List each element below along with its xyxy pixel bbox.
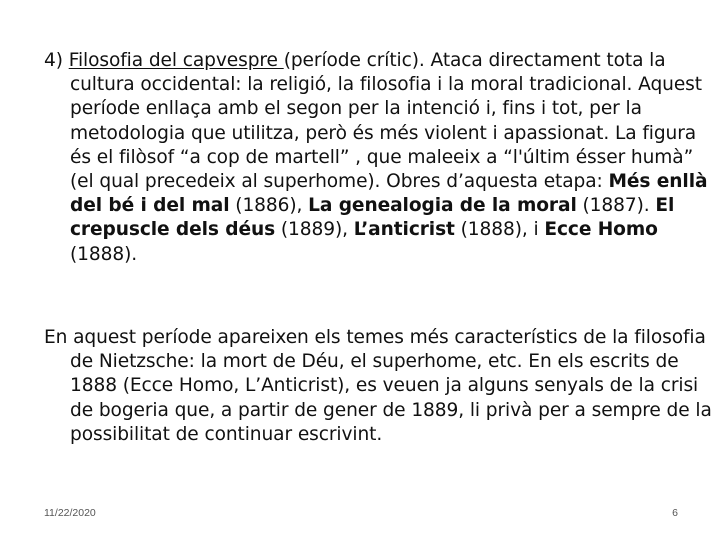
work-year: (1888). — [70, 243, 138, 265]
paragraph-temes-caracteristics: En aquest període apareixen els temes més característics de la filosofia de Nietzsche: la mort de Déu, el superhome, etc. En els escrits de 1888 (Ecce Homo, L’Anticrist), es veuen ja alguns senyals de la crisi de bogeria que, a partir de gener de 1889, li privà per a sempre de la possibilitat de continuar escrivint. — [44, 327, 712, 445]
work-title: El crepuscle dels déus — [70, 195, 675, 241]
work-year: (1888), i — [454, 219, 545, 241]
paragraph-filosofia-del-capvespre — [44, 49, 720, 267]
work-title: L’anticrist — [353, 219, 455, 241]
work-title: Més enllà del bé i del mal — [70, 171, 708, 217]
footer-date: 11/22/2020 — [44, 507, 96, 519]
work-year: (1886), — [229, 195, 309, 217]
paragraph-intro-text: (període crític). Ataca directament tota la cultura occidental: la religió, la filosofia i la moral tradicional. Aquest període enllaça amb el segon per la intenció i, fins i tot, per la metodologia que utilitza, però és més violent i apassionat. La figura és el filòsof “a cop de martell” , que maleeix a “l'últim ésser humà” (el qual precedeix al superhome). Obres d’aquesta etapa: — [70, 50, 702, 193]
slide-number: 6 — [672, 507, 678, 519]
work-title: La genealogia de la moral — [308, 195, 577, 217]
item-number: 4) — [44, 50, 63, 71]
section-heading: Filosofia del capvespre — [68, 50, 284, 71]
work-year: (1887). — [576, 195, 656, 217]
work-year: (1889), — [275, 219, 354, 241]
work-title: Ecce Homo — [544, 219, 658, 241]
